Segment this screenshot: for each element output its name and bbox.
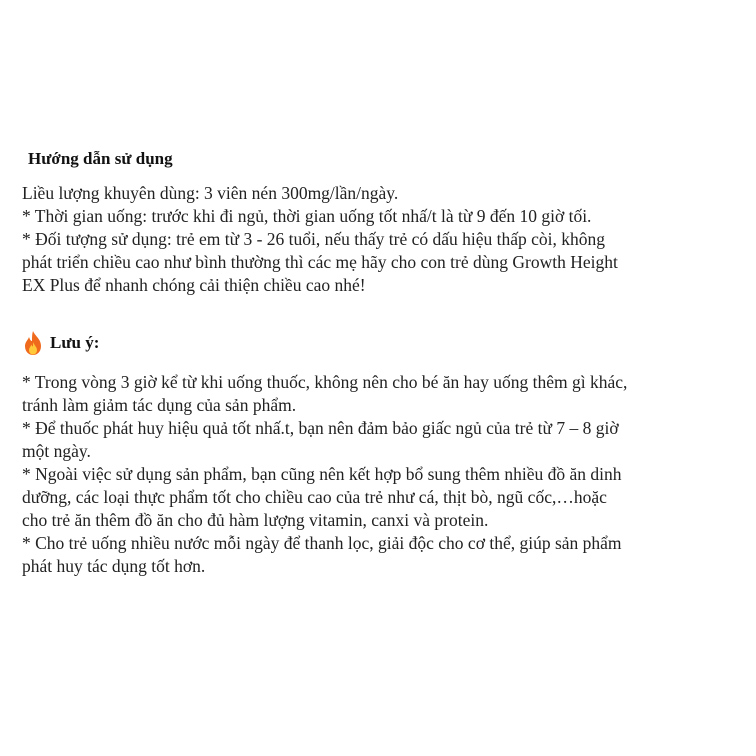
note-line-9: phát huy tác dụng tốt hơn. — [22, 556, 206, 576]
note-header — [22, 329, 742, 357]
note-line-7: cho trẻ ăn thêm đồ ăn cho đủ hàm lượng vitamin, canxi và protein. — [22, 510, 489, 530]
note-line-3: * Để thuốc phát huy hiệu quả tốt nhấ.t, bạn nên đảm bảo giấc ngủ của trẻ từ 7 – 8 giờ — [22, 418, 619, 438]
note-line-8: * Cho trẻ uống nhiều nước mỗi ngày để thanh lọc, giải độc cho cơ thể, giúp sản phẩm — [22, 533, 622, 553]
usage-line-4: phát triển chiều cao như bình thường thì các mẹ hãy cho con trẻ dùng Growth Height — [22, 252, 618, 272]
usage-line-5: EX Plus để nhanh chóng cải thiện chiều cao nhé! — [22, 275, 366, 295]
note-line-2: tránh làm giảm tác dụng của sản phẩm. — [22, 395, 297, 415]
note-line-4: một ngày. — [22, 441, 91, 461]
usage-section — [22, 182, 742, 297]
document-content — [22, 148, 742, 578]
usage-heading: Hướng dẫn sử dụng — [28, 149, 173, 168]
fire-icon — [22, 330, 44, 356]
note-line-5: * Ngoài việc sử dụng sản phẩm, bạn cũng nên kết hợp bổ sung thêm nhiều đồ ăn dinh — [22, 464, 622, 484]
note-line-1: * Trong vòng 3 giờ kể từ khi uống thuốc, không nên cho bé ăn hay uống thêm gì khác, — [22, 372, 628, 392]
usage-line-2: * Thời gian uống: trước khi đi ngủ, thời gian uống tốt nhấ/t là từ 9 đến 10 giờ tối. — [22, 206, 592, 226]
note-line-6: dưỡng, các loại thực phẩm tốt cho chiều cao của trẻ như cá, thịt bò, ngũ cốc,…hoặc — [22, 487, 607, 507]
usage-line-1: Liều lượng khuyên dùng: 3 viên nén 300mg/lần/ngày. — [22, 183, 399, 203]
note-heading: Lưu ý: — [50, 333, 100, 352]
note-section — [22, 371, 742, 578]
usage-line-3: * Đối tượng sử dụng: trẻ em từ 3 - 26 tuổi, nếu thấy trẻ có dấu hiệu thấp còi, không — [22, 229, 606, 249]
